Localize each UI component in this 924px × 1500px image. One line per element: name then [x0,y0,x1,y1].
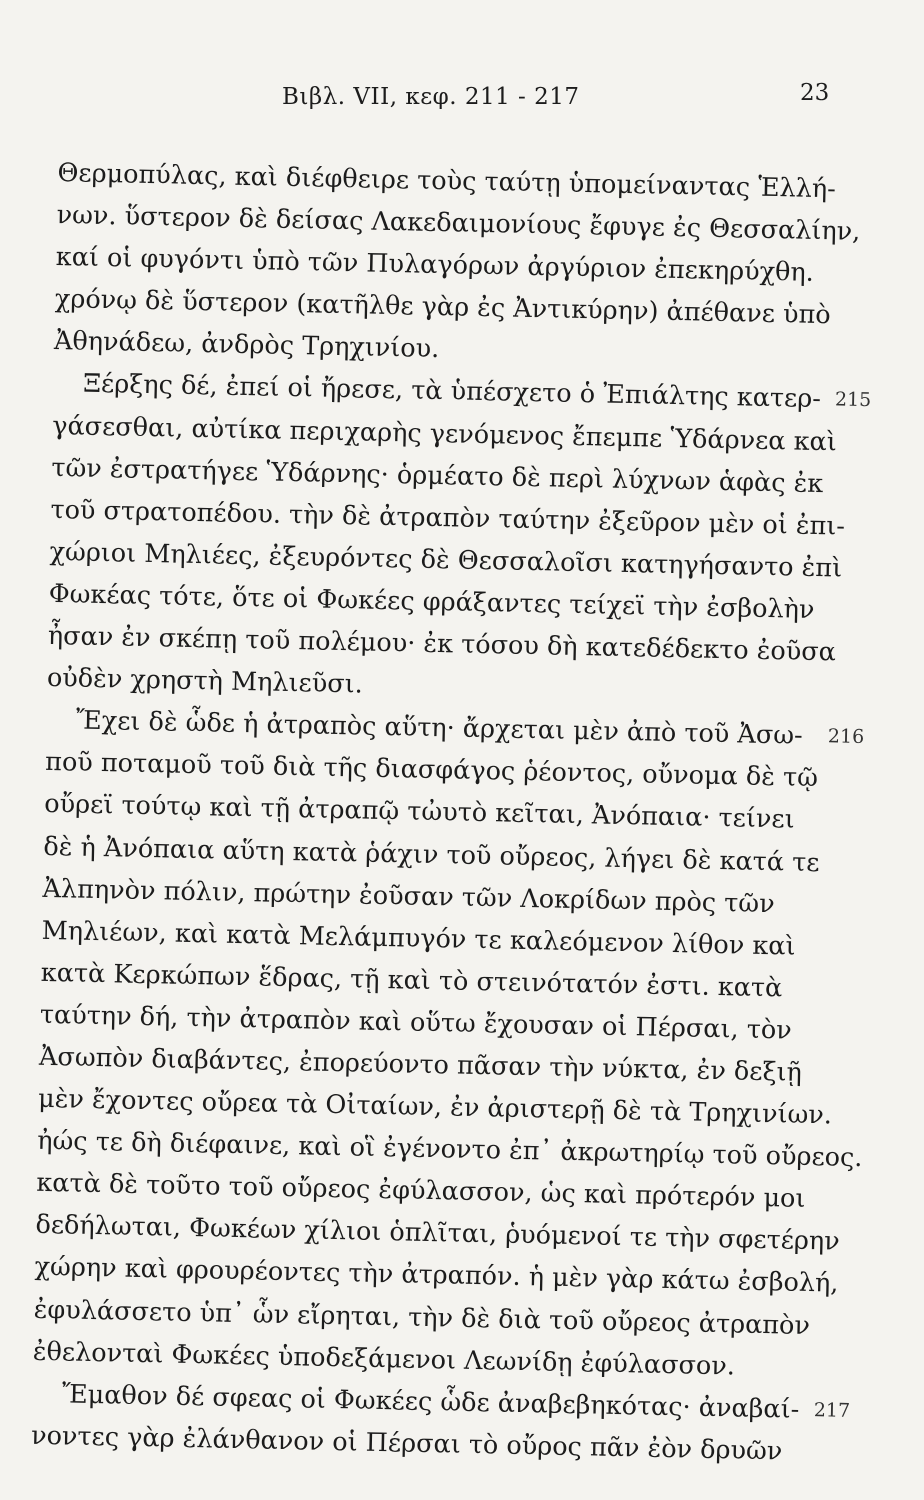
line-text: τοῦ στρατοπέδου. τὴν δὲ ἀτραπὸν ταύτην ἐξεῦρον μὲν οἱ ἐπι- [50,494,846,542]
section-number: 216 [827,725,865,749]
line-text: Ἔμαθον δέ σφεας οἱ Φωκέες ὧδε ἀναβεβηκότας· ἀναβαί- [61,1379,800,1425]
line-text: Ἀλπηνὸν πόλιν, πρώτην ἐοῦσαν τῶν Λοκρίδων πρὸς τῶν [42,873,775,919]
line-text: χώριοι Μηλιέες, ἐξευρόντες δὲ Θεσσαλοῖσι κατηγήσαντο ἐπὶ [49,536,843,584]
line-text: Μηλιέων, καὶ κατὰ Μελάμπυγόν τε καλεόμενον λίθον καὶ [41,915,796,962]
line-text: κατὰ Κερκώπων ἕδρας, τῇ καὶ τὸ στεινότατόν ἐστι. κατὰ [40,957,783,1004]
line-text: Ἀσωπὸν διαβάντες, ἐπορεύοντο πᾶσαν τὴν νύκτα, ἐν δεξιῇ [38,1041,803,1088]
line-text: ἐθελονταὶ Φωκέες ὑποδεξάμενοι Λεωνίδῃ ἐφύλασσον. [32,1336,736,1382]
line-text: χρόνῳ δὲ ὕστερον (κατῆλθε γὰρ ἐς Ἀντικύρην) ἀπέθανε ὑπὸ [54,284,832,331]
line-text: Φωκέας τότε, ὅτε οἱ Φωκέες φράξαντες τείχεϊ τὴν ἐσβολὴν [48,578,815,625]
line-text: οὔρεϊ τούτῳ καὶ τῇ ἀτραπῷ τὠυτὸ κεῖται, Ἀνόπαια· τείνει [44,789,795,835]
running-title: Βιβλ. VII, κεφ. 211 - 217 [282,84,580,110]
line-text: Θερμοπύλας, καὶ διέφθειρε τοὺς ταύτῃ ὑπομείναντας Ἑλλή- [57,157,837,205]
line-text: Ἀθηνάδεω, ἀνδρὸς Τρηχινίου. [53,326,440,365]
line-text: ποῦ ποταμοῦ τοῦ διὰ τῆς διασφάγος ῥέοντος, οὔνομα δὲ τῷ [44,747,819,794]
section-number: 217 [813,1398,851,1422]
line-text: κατὰ δὲ τοῦτο τοῦ οὔρεος ἐφύλασσον, ὡς καὶ πρότερόν μοι [36,1168,806,1215]
line-text: τῶν ἐστρατήγεε Ὑδάρνης· ὁρμέατο δὲ περὶ λύχνων ἁφὰς ἐκ [51,452,824,499]
line-text: ἠώς τε δὴ διέφαινε, καὶ οἳ ἐγένοντο ἐπ᾽ ἀκρωτηρίῳ τοῦ οὔρεος. [36,1125,863,1174]
line-text: μὲν ἔχοντες οὔρεα τὰ Οἰταίων, ἐν ἀριστερῇ δὲ τὰ Τρηχινίων. [37,1083,833,1131]
line-text: ἐφυλάσσετο ὑπ᾽ ὧν εἴρηται, τὴν δὲ διὰ τοῦ οὔρεος ἀτραπὸν [33,1294,811,1341]
line-text: οὐδὲν χρηστὴ Μηλιεῦσι. [46,663,364,700]
line-text: Ἔχει δὲ ὧδε ἡ ἀτραπὸς αὕτη· ἄρχεται μὲν ἀπὸ τοῦ Ἀσω- [75,705,803,751]
line-text: δὲ ἡ Ἀνόπαια αὕτη κατὰ ῥάχιν τοῦ οὔρεος, λήγει δὲ κατά τε [43,831,820,878]
body-text [30,152,872,1473]
line-text: ἦσαν ἐν σκέπῃ τοῦ πολέμου· ἐκ τόσου δὴ κατεδέδεκτο ἐοῦσα [47,620,837,668]
line-text: νοντες γὰρ ἐλάνθανον οἱ Πέρσαι τὸ οὔρος πᾶν ἐὸν δρυῶν [30,1420,783,1467]
line-text: Ξέρξης δέ, ἐπεί οἱ ἤρεσε, τὰ ὑπέσχετο ὁ Ἐπιάλτης κατερ- [82,369,822,415]
line-text: χώρην καὶ φρουρέοντες τὴν ἀτραπόν. ἡ μὲν γὰρ κάτω ἐσβολή, [34,1252,839,1300]
line-text: καί οἱ φυγόντι ὑπὸ τῶν Πυλαγόρων ἀργύριον ἐπεκηρύχθη. [55,242,815,289]
line-text: δεδήλωται, Φωκέων χίλιοι ὁπλῖται, ῥυόμενοί τε τὴν σφετέρην [35,1210,841,1257]
line-text: ταύτην δή, τὴν ἀτραπὸν καὶ οὕτω ἔχουσαν οἱ Πέρσαι, τὸν [39,999,793,1046]
section-number: 215 [834,388,872,412]
line-text: νων. ὕστερον δὲ δείσας Λακεδαιμονίους ἔφυγε ἐς Θεσσαλίην, [56,200,861,247]
line-text: γάσεσθαι, αὐτίκα περιχαρὴς γενόμενος ἔπεμπε Ὑδάρνεα καὶ [51,410,838,457]
page-number: 23 [800,80,830,106]
